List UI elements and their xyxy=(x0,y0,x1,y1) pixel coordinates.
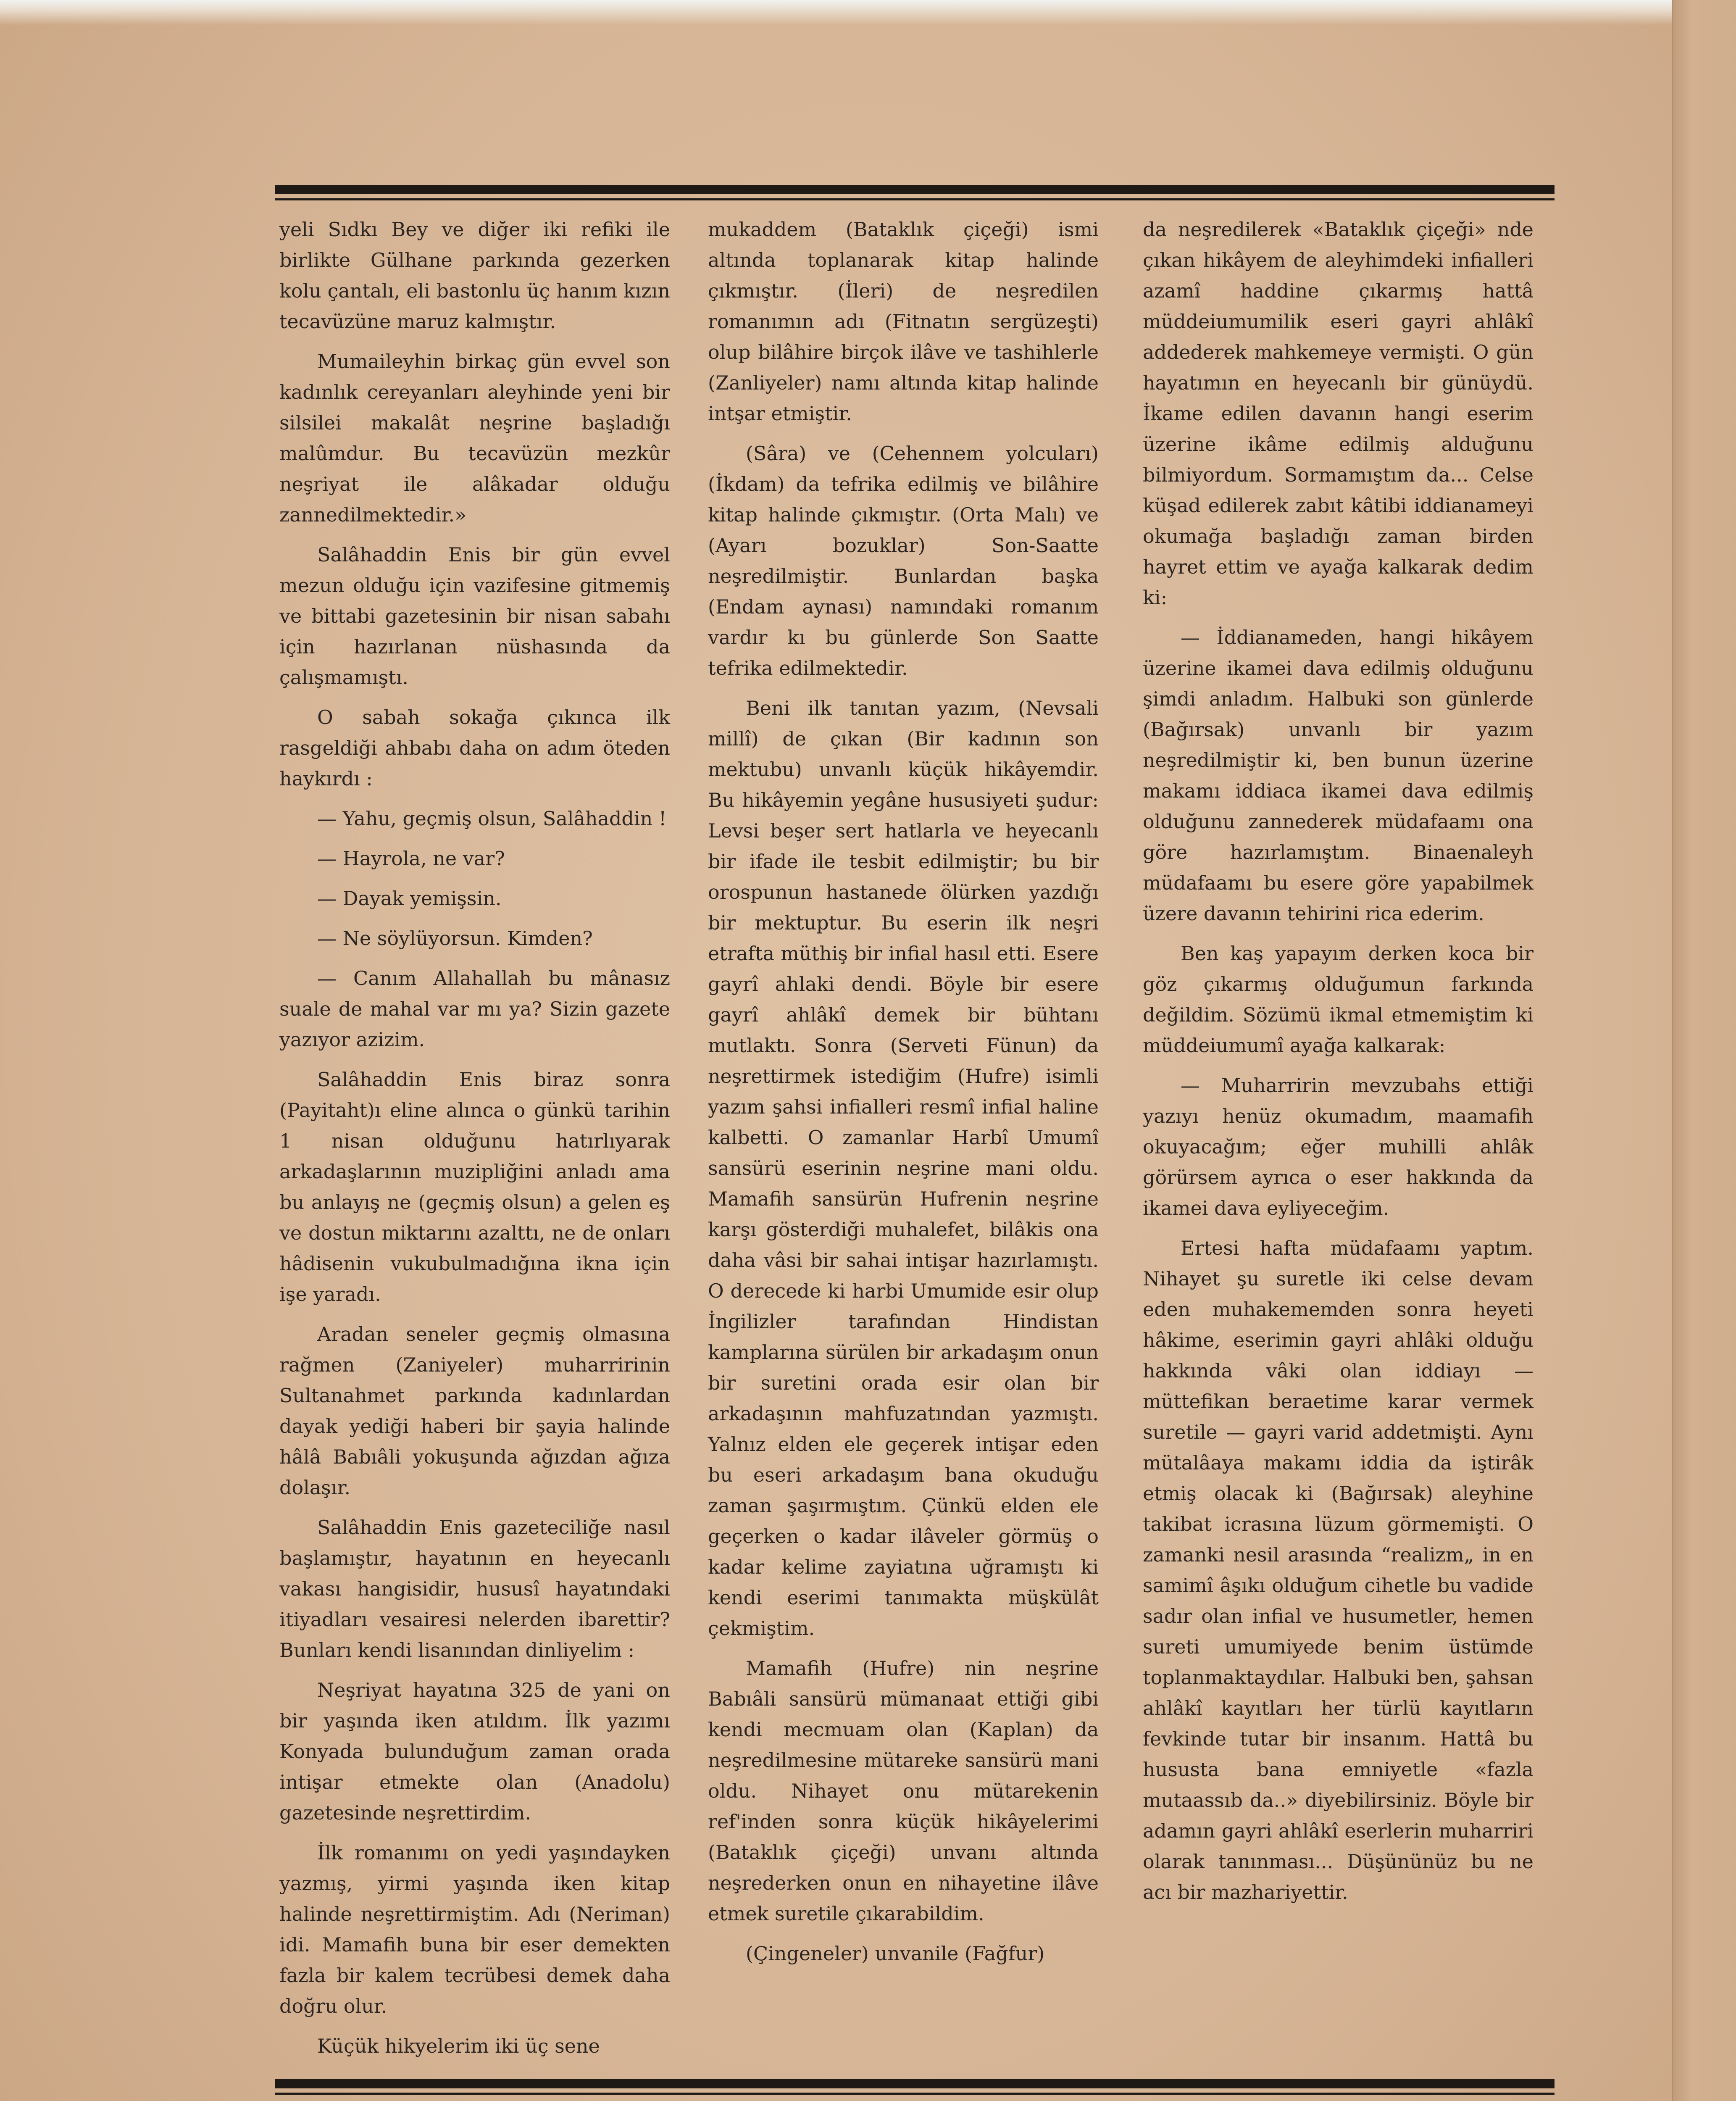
paragraph: Ben kaş yapayım derken koca bir göz çıkarmış olduğumun farkında değildim. Sözümü ikmal etmemiştim ki müddeiumumî ayağa kalkarak: xyxy=(1143,942,1533,1057)
dialogue-line: — Canım Allahallah bu mânasız suale de mahal var mı ya? Sizin gazete yazıyor azizim. xyxy=(279,967,670,1051)
paragraph: Aradan seneler geçmiş olmasına rağmen (Zaniyeler) muharririnin Sultanahmet parkında kadınlardan dayak yediği haberi bir şayia halinde hâlâ Babıâli yokuşunda ağızdan ağıza dolaşır. xyxy=(279,1323,670,1499)
dialogue-line: — Ne söylüyorsun. Kimden? xyxy=(317,927,593,950)
paragraph: Salâhaddin Enis gazeteciliğe nasıl başlamıştır, hayatının en heyecanlı vakası hangisidir, hususî hayatındaki itiyadları vesairesi nelerden ibarettir? Bunları kendi lisanından dinliyelim : xyxy=(279,1516,670,1661)
text-column-2 xyxy=(708,214,1099,1978)
paragraph: O sabah sokağa çıkınca ilk rasgeldiği ahbabı daha on adım öteden haykırdı : xyxy=(279,706,670,790)
paragraph: da neşredilerek «Bataklık çiçeği» nde çıkan hikâyem de aleyhimdeki infialleri azamî haddine çıkarmış hattâ müddeiumumilik eseri gayri ahlâkî addederek mahkemeye vermişti. O gün hayatımın en heyecanlı bir günüydü. İkame edilen davanın hangi eserim üzerine ikâme edilmiş alduğunu bilmiyordum. Sormamıştım da... Celse küşad edilerek zabıt kâtibi iddianameyi okumağa başladığı zaman birden hayret ettim ve ayağa kalkarak dedim ki: xyxy=(1143,218,1533,609)
paragraph: Neşriyat hayatına 325 de yani on bir yaşında iken atıldım. İlk yazımı Konyada bulunduğum zaman orada intişar etmekte olan (Anadolu) gazetesinde neşrettirdim. xyxy=(279,1679,670,1824)
dialogue-line: — Yahu, geçmiş olsun, Salâhaddin ! xyxy=(317,807,667,830)
paragraph: Küçük hikyelerim iki üç sene xyxy=(317,2035,600,2057)
paragraph: Ertesi hafta müdafaamı yaptım. Nihayet şu suretle iki celse devam eden muhakememden sonra heyeti hâkime, eserimin gayri ahlâki olduğu hakkında vâki olan iddiayı — müttefikan beraetime karar vermek suretile — gayri varid addetmişti. Aynı mütalâaya makamı iddia da iştirâk etmiş olacak ki (Bağırsak) aleyhine takibat icrasına lüzum görmemişti. O zamanki nesil arasında “realizm„ in en samimî âşıkı olduğum cihetle bu vadide sadır olan infial ve husumetler, hemen sureti umumiyede benim üstümde toplanmaktaydılar. Halbuki ben, şahsan ahlâkî kayıtları her türlü kayıtların fevkinde tutar bir insanım. Hattâ bu hususta bana emniyetle «fazla mutaassıb da..» diyebilirsiniz. Böyle bir adamın gayri ahlâkî eserlerin muharriri olarak tanınması... Düşününüz bu ne acı bir mazhariyettir. xyxy=(1143,1237,1533,1904)
paragraph: (Çingeneler) unvanile (Fağfur) xyxy=(746,1942,1045,1965)
torn-top-edge xyxy=(0,0,1736,25)
paragraph: (Sâra) ve (Cehennem yolcuları) (İkdam) da tefrika edilmiş ve bilâhire kitap halinde çıkmıştır. (Orta Malı) ve (Ayarı bozuklar) Son-Saatte neşredilmiştir. Bunlardan başka (Endam aynası) namındaki romanım vardır kı bu günlerde Son Saatte tefrika edilmektedir. xyxy=(708,442,1099,679)
dialogue-line: — İddianameden, hangi hikâyem üzerine ikamei dava edilmiş olduğunu şimdi anladım. Halbuki son günlerde (Bağırsak) unvanlı bir yazım neşredilmiştir ki, ben bunun üzerine makamı iddiaca ikamei dava edilmiş olduğunu zannederek müdafaamı ona göre hazırlamıştım. Binaenaleyh müdafaamı bu esere göre yapabilmek üzere davanın tehirini rica ederim. xyxy=(1143,626,1533,925)
paragraph: Salâhaddin Enis biraz sonra (Payitaht)ı eline alınca o günkü tarihin 1 nisan olduğunu hatırlıyarak arkadaşlarının muzipliğini anladı ama bu anlayış ne (geçmiş olsun) a gelen eş ve dostun miktarını azalttı, ne de onları hâdisenin vukubulmadığına ikna için işe yaradı. xyxy=(279,1068,670,1306)
text-column-1 xyxy=(279,214,670,2071)
page-edge-strip xyxy=(1672,0,1736,2101)
bottom-rule xyxy=(275,2079,1555,2088)
dialogue-line: — Dayak yemişsin. xyxy=(317,887,502,910)
paragraph: Mamafih (Hufre) nin neşrine Babıâli sansürü mümanaat ettiği gibi kendi mecmuam olan (Kaplan) da neşredilmesine mütareke sansürü mani oldu. Nihayet onu mütarekenin ref'inden sonra küçük hikâyelerimi (Bataklık çiçeği) unvanı altında neşrederken onun en nihayetine ilâve etmek suretile çıkarabildim. xyxy=(708,1657,1099,1925)
paragraph: yeli Sıdkı Bey ve diğer iki refiki ile birlikte Gülhane parkında gezerken kolu çantalı, eli bastonlu üç hanım kızın tecavüzüne maruz kalmıştır. xyxy=(279,218,670,333)
dialogue-line: — Muharririn mevzubahs ettiği yazıyı henüz okumadım, maamafih okuyacağım; eğer muhilli ahlâk görürsem ayrıca o eser hakkında da ikamei dava eyliyeceğim. xyxy=(1143,1074,1533,1219)
paragraph: İlk romanımı on yedi yaşındayken yazmış, yirmi yaşında iken kitap halinde neşrettirmiştim. Adı (Neriman) idi. Mamafih buna bir eser demekten fazla bir kalem tecrübesi demek daha doğru olur. xyxy=(279,1841,670,2017)
paragraph: mukaddem (Bataklık çiçeği) ismi altında toplanarak kitap halinde çıkmıştır. (İleri) de neşredilen romanımın adı (Fitnatın sergüzeşti) olup bilâhire birçok ilâve ve tashihlerle (Zanliyeler) namı altında kitap halinde intşar etmiştir. xyxy=(708,218,1099,425)
text-column-3 xyxy=(1143,214,1533,1917)
paragraph: Mumaileyhin birkaç gün evvel son kadınlık cereyanları aleyhinde yeni bir silsilei makalât neşrine başladığı malûmdur. Bu tecavüzün mezkûr neşriyat ile alâkadar olduğu zannedilmektedir.» xyxy=(279,350,670,526)
dialogue-line: — Hayrola, ne var? xyxy=(317,847,505,870)
paragraph: Beni ilk tanıtan yazım, (Nevsali millî) de çıkan (Bir kadının son mektubu) unvanlı küçük hikâyemdir. Bu hikâyemin yegâne hususiyeti şudur: Levsi beşer sert hatlarla ve heyecanlı bir ifade ile tesbit edilmiştir; bu bir orospunun hastanede ölürken yazdığı bir mektuptur. Bu eserin ilk neşri etrafta müthiş bir infial hasıl etti. Esere gayrî ahlaki dendi. Böyle bir esere gayrî ahlâkî demek bir bühtanı mutlaktı. Sonra (Serveti Fünun) da neşrettirmek istediğim (Hufre) isimli yazım şahsi infialleri resmî infial haline kalbetti. O zamanlar Harbî Umumî sansürü eserinin neşrine mani oldu. Mamafih sansürün Hufrenin neşrine karşı gösterdiği muhalefet, bilâkis ona daha vâsi bir sahai intişar hazırlamıştı. O derecede ki harbi Umumide esir olup İngilizler tarafından Hindistan kamplarına sürülen bir arkadaşım onun bir suretini orada esir olan bir arkadaşının mahfuzatından yazmıştı. Yalnız elden ele geçerek intişar eden bu eseri arkadaşım bana okuduğu zaman şaşırmıştım. Çünkü elden ele geçerken o kadar ilâveler görmüş o kadar kelime zayiatına uğramıştı ki kendi eserimi tanımakta müşkülât çekmiştim. xyxy=(708,697,1099,1640)
top-rule xyxy=(275,185,1555,194)
paragraph: Salâhaddin Enis bir gün evvel mezun olduğu için vazifesine gitmemiş ve bittabi gazetesinin bir nisan sabahı için hazırlanan nüshasında da çalışmamıştı. xyxy=(279,543,670,689)
